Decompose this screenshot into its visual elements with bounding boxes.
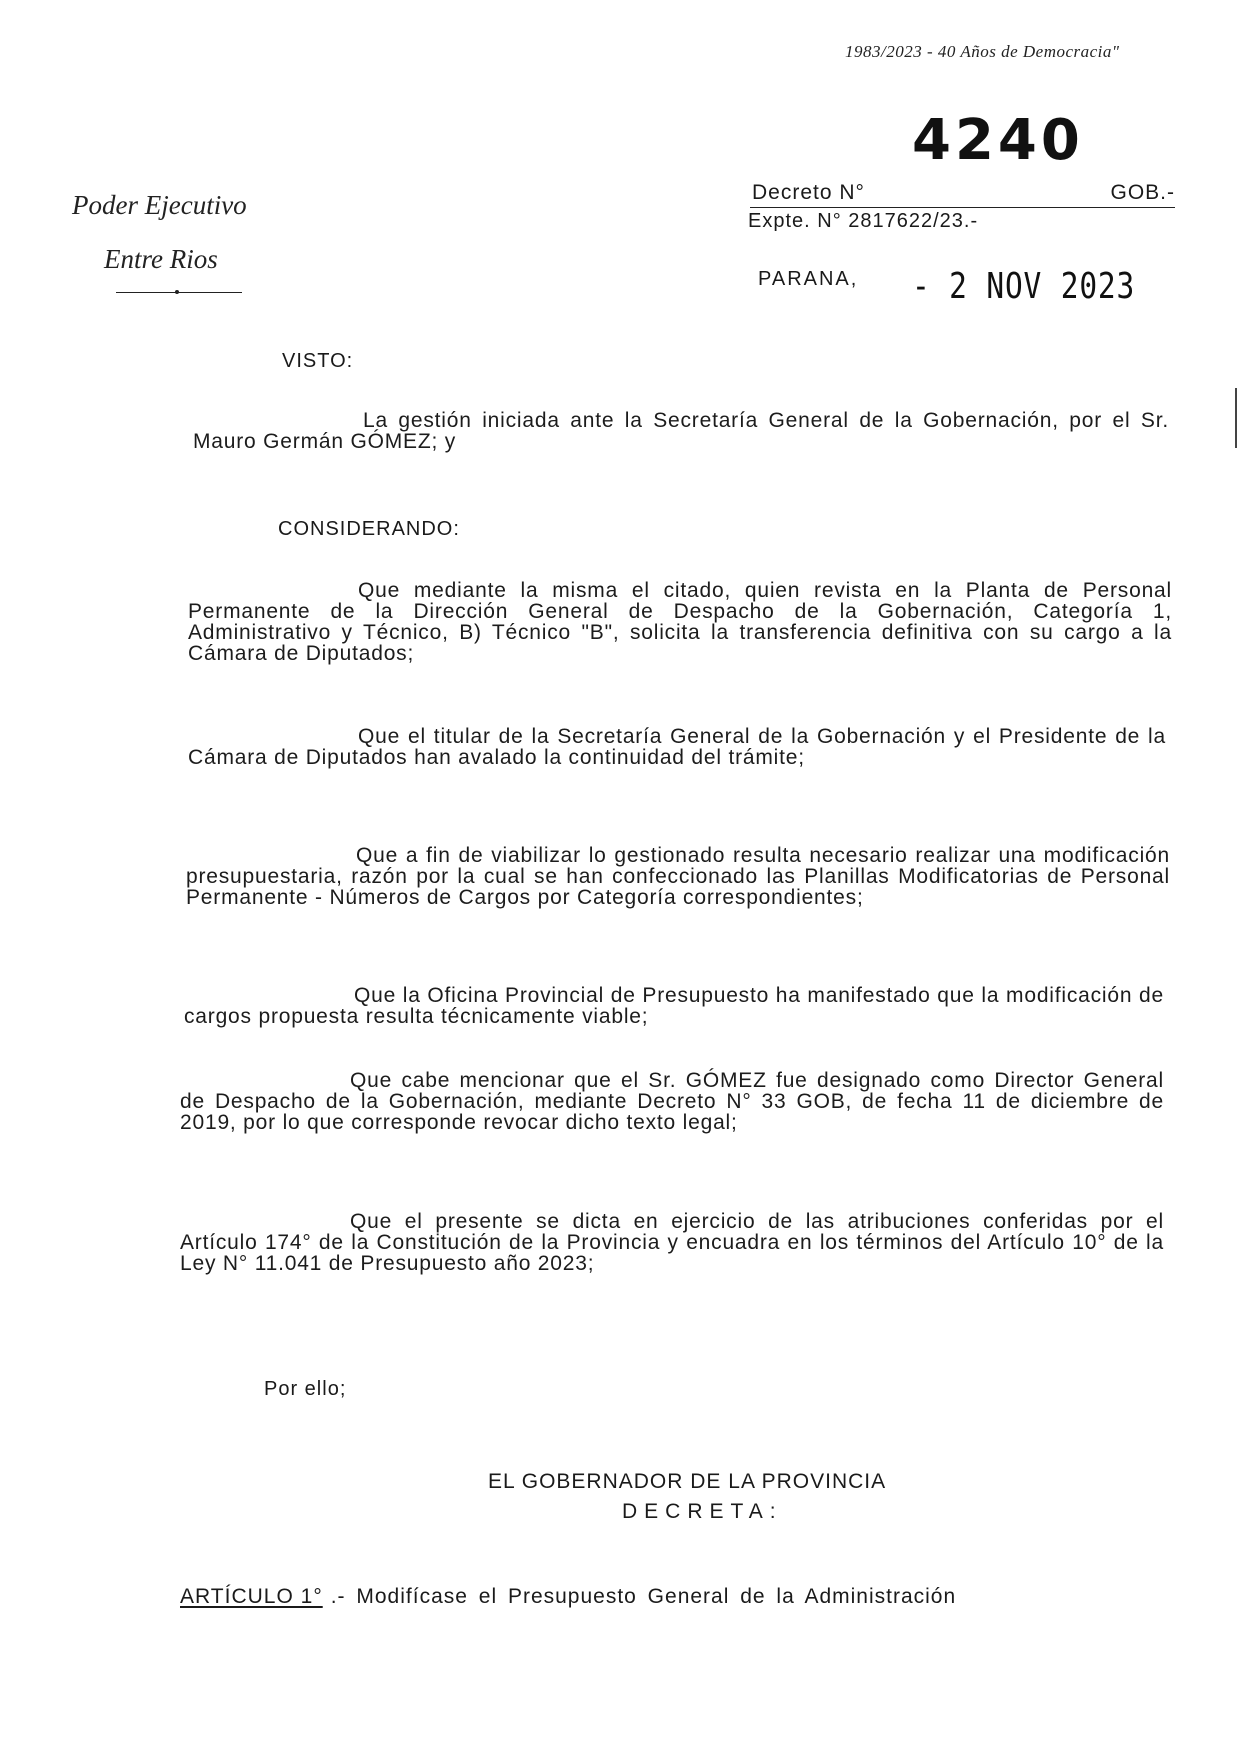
considerando-paragraph: Que mediante la misma el citado, quien revista en la Planta de Personal Permanente de la Dirección General de Despacho de la Gobernación, Categoría 1, Administrativo y Técnico, B) Técnico "B", solicita la transferencia definitiva con su cargo a la Cámara de Diputados; xyxy=(188,579,1172,665)
considerando-paragraph: Que el titular de la Secretaría General de la Gobernación y el Presidente de la Cámara de Diputados han avalado la continuidad del trámite; xyxy=(188,725,1166,769)
decree-suffix: GOB.- xyxy=(1110,181,1175,204)
governor-title: EL GOBERNADOR DE LA PROVINCIA xyxy=(488,1470,887,1493)
article-1-label: ARTÍCULO 1° xyxy=(180,1585,323,1608)
article-1-text: .- Modifícase el Presupuesto General de la Administración xyxy=(330,1585,957,1608)
visto-paragraph: La gestión iniciada ante la Secretaría General de la Gobernación, por el Sr. Mauro Germán GÓMEZ; y xyxy=(193,409,1169,453)
visto-heading: VISTO: xyxy=(282,350,354,372)
decreta-heading: DECRETA: xyxy=(622,1500,783,1523)
considerando-paragraph: Que la Oficina Provincial de Presupuesto ha manifestado que la modificación de cargos propuesta resulta técnicamente viable; xyxy=(184,984,1164,1028)
date-stamp: - 2 NOV 2023 xyxy=(912,266,1136,307)
por-ello-text: Por ello; xyxy=(264,1378,347,1400)
considerando-heading: CONSIDERANDO: xyxy=(278,518,460,540)
decree-reference-line xyxy=(750,181,1175,208)
decree-number: 4240 xyxy=(912,108,1084,173)
seal-line-2: Entre Rios xyxy=(104,244,218,274)
file-number: Expte. N° 2817622/23.- xyxy=(748,210,979,232)
article-1 xyxy=(180,1585,1160,1609)
scan-edge-mark xyxy=(1235,388,1237,448)
decree-label: Decreto N° xyxy=(752,181,865,204)
motto-text: 1983/2023 - 40 Años de Democracia" xyxy=(845,42,1120,61)
city-name: PARANA, xyxy=(758,268,859,290)
considerando-paragraph: Que a fin de viabilizar lo gestionado resulta necesario realizar una modificación presupuestaria, razón por la cual se han confeccionado las Planillas Modificatorias de Personal Permanente - Números de Cargos por Categoría correspondientes; xyxy=(186,844,1170,909)
seal-divider xyxy=(116,292,242,293)
seal-line-1: Poder Ejecutivo xyxy=(72,190,247,220)
considerando-paragraph: Que cabe mencionar que el Sr. GÓMEZ fue designado como Director General de Despacho de la Gobernación, mediante Decreto N° 33 GOB, de fecha 11 de diciembre de 2019, por lo que corresponde revocar dicho texto legal; xyxy=(180,1069,1164,1134)
considerando-paragraph: Que el presente se dicta en ejercicio de las atribuciones conferidas por el Artículo 174° de la Constitución de la Provincia y encuadra en los términos del Artículo 10° de la Ley N° 11.041 de Presupuesto año 2023; xyxy=(180,1210,1164,1275)
